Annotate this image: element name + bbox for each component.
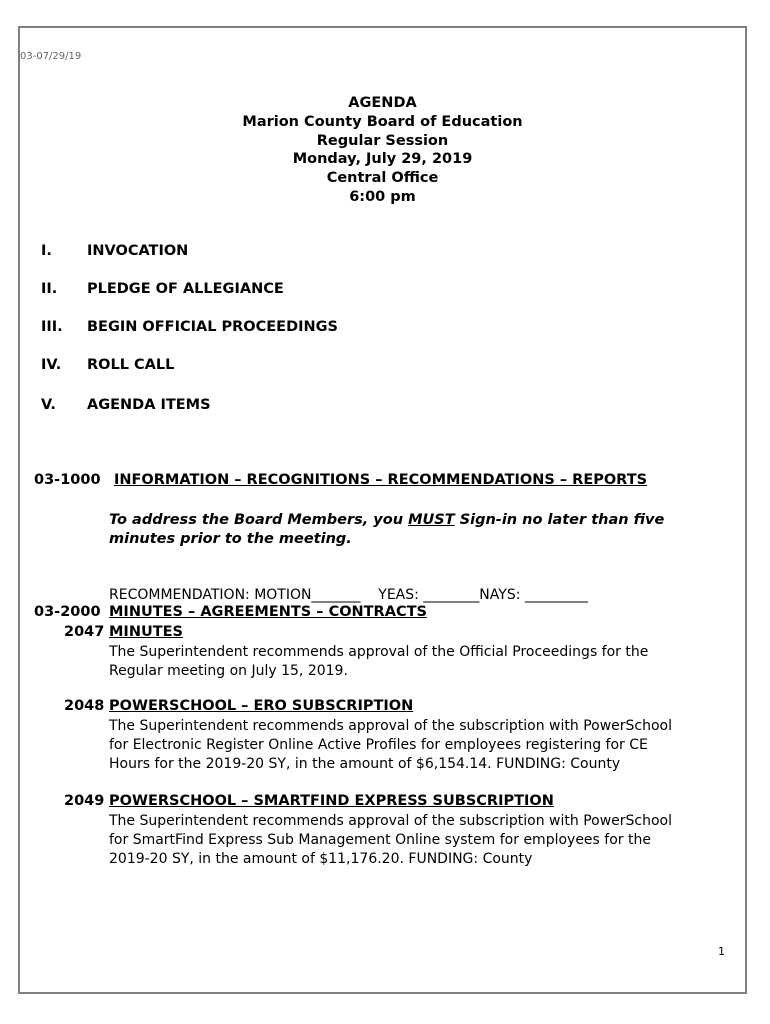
outline-num: III.: [41, 319, 63, 335]
item-text-line: The Superintendent recommends approval of the subscription with PowerSchool: [109, 813, 673, 829]
agenda-title-block: [20, 94, 745, 207]
item-text-line: The Superintendent recommends approval of the subscription with PowerSchool: [109, 718, 673, 734]
item-text-line: 2019-20 SY, in the amount of $11,176.20. FUNDING: County: [109, 851, 533, 867]
item-number: 2047: [64, 624, 105, 640]
item-text-line: The Superintendent recommends approval of the Official Proceedings for the: [109, 644, 649, 660]
signin-note-pre: To address the Board Members, you: [109, 512, 409, 528]
item-title: MINUTES: [109, 624, 183, 640]
signin-note-must: MUST: [408, 512, 455, 528]
item-text-line: for SmartFind Express Sub Management Online system for employees for the: [109, 832, 651, 848]
item-text-line: Hours for the 2019-20 SY, in the amount of $6,154.14. FUNDING: County: [109, 756, 621, 772]
item-number: 2049: [64, 793, 105, 809]
outline-text: BEGIN OFFICIAL PROCEEDINGS: [87, 319, 338, 335]
outline-num: I.: [41, 243, 52, 259]
signin-note-post: Sign-in no later than five: [454, 512, 665, 528]
section-2000-title: MINUTES – AGREEMENTS – CONTRACTS: [109, 604, 427, 620]
section-1000-title: INFORMATION – RECOGNITIONS – RECOMMENDATIONS – REPORTS: [114, 472, 648, 488]
recommendation-line: RECOMMENDATION: MOTION_______ YEAS: ________NAYS: _________: [109, 587, 588, 603]
outline-num: V.: [41, 397, 56, 413]
item-number: 2048: [64, 698, 105, 714]
title-board: Marion County Board of Education: [242, 113, 523, 130]
section-2000-code: 03-2000: [34, 604, 101, 620]
title-date: Monday, July 29, 2019: [292, 151, 473, 168]
document-page: [18, 26, 747, 994]
title-time: 6:00 pm: [349, 188, 416, 205]
outline-text: PLEDGE OF ALLEGIANCE: [87, 281, 284, 297]
page-number: 1: [718, 945, 725, 958]
item-text-line: for Electronic Register Online Active Profiles for employees registering for CE: [109, 737, 648, 753]
title-agenda: AGENDA: [348, 95, 417, 111]
title-location: Central Office: [326, 170, 439, 187]
item-title: POWERSCHOOL – ERO SUBSCRIPTION: [109, 698, 414, 714]
signin-note-line2: minutes prior to the meeting.: [109, 531, 352, 547]
outline-text: AGENDA ITEMS: [87, 397, 211, 413]
outline-num: IV.: [41, 357, 62, 373]
signin-note: [109, 511, 664, 530]
item-text-line: Regular meeting on July 15, 2019.: [109, 663, 348, 679]
outline-text: ROLL CALL: [87, 357, 175, 373]
outline-text: INVOCATION: [87, 243, 189, 259]
title-session: Regular Session: [316, 132, 449, 149]
outline-num: II.: [41, 281, 58, 297]
section-1000-code: 03-1000: [34, 472, 101, 488]
item-title: POWERSCHOOL – SMARTFIND EXPRESS SUBSCRIPTION: [109, 793, 554, 809]
header-code: 03-07/29/19: [20, 51, 82, 62]
